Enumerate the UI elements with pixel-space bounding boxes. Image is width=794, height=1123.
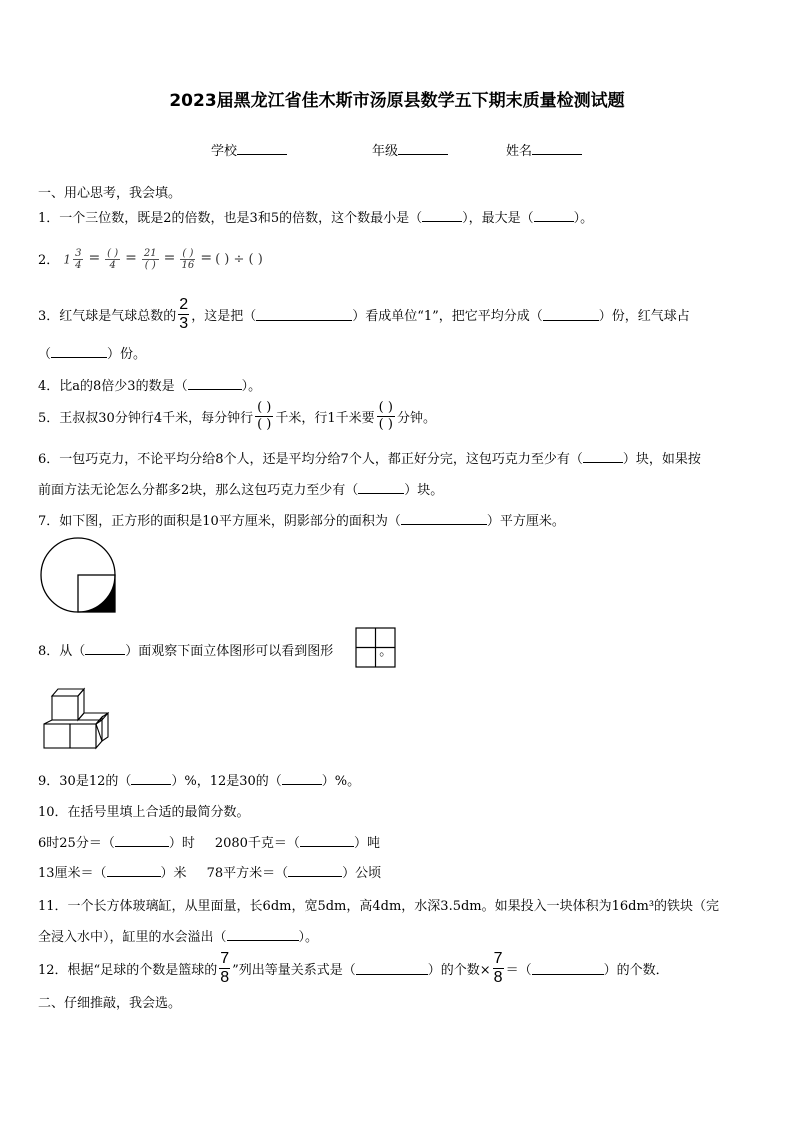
question-6: [38, 448, 701, 467]
q9-text-a: 9．30是12的（: [38, 774, 132, 789]
q10-r2-text-d: ）公顷: [342, 866, 382, 881]
q5-text-b: 千米，行1千米要: [275, 411, 375, 426]
section-1-heading: 一、用心思考，我会填。: [38, 186, 182, 201]
q12-text-c: ）的个数×: [427, 963, 491, 978]
q5-f1-den[interactable]: ( ): [257, 417, 272, 432]
question-12: [38, 950, 669, 987]
q2-f2-num[interactable]: ( ): [107, 248, 119, 259]
q3-text-d: ）份，红气球占: [598, 309, 690, 324]
q6-text-b: ）块，如果按: [622, 452, 701, 467]
q12-text-e: ）的个数．: [603, 963, 669, 978]
q5-fraction-2[interactable]: [377, 400, 395, 433]
q2-f1-den: 4: [75, 260, 82, 271]
q5-f1-num[interactable]: ( ): [257, 400, 272, 415]
q1-blank-max[interactable]: [534, 209, 574, 222]
name-blank[interactable]: [532, 142, 582, 155]
question-2: [38, 248, 263, 271]
question-9: [38, 770, 360, 789]
question-8: [38, 640, 392, 659]
q6-text-a: 6．一包巧克力，不论平均分给8个人，还是平均分给7个人，都正好分完，这包巧克力至少有（: [38, 452, 583, 467]
page-title: 2023届黑龙江省佳木斯市汤原县数学五下期末质量检测试题: [169, 91, 625, 111]
q3-blank-share[interactable]: [51, 345, 107, 358]
q2-f2-den: 4: [109, 260, 116, 271]
q1-text-b: ），最大是（: [462, 211, 534, 226]
q3-text-a: 3．红气球是气球总数的: [38, 309, 177, 324]
q8-text-c: 。: [379, 644, 393, 659]
q2-number: 2．: [38, 253, 60, 268]
q3-text-f: ）份。: [107, 347, 147, 362]
q8-blank[interactable]: [85, 642, 125, 655]
q10-r1-text-b: ）时: [168, 836, 195, 851]
q10-blank-4[interactable]: [288, 864, 342, 877]
q3-text-c: ）看成单位“1”，把它平均分成（: [352, 309, 543, 324]
q2-f3-num: 21: [143, 248, 157, 259]
q2-f1-num: 3: [75, 248, 82, 259]
school-blank[interactable]: [237, 142, 287, 155]
q1-text-a: 1．一个三位数，既是2的倍数，也是3和5的倍数，这个数最小是（: [38, 211, 423, 226]
q12-text-b: ”列出等量关系式是（: [232, 963, 356, 978]
q4-text-a: 4．比a的8倍少3的数是（: [38, 379, 188, 394]
q12-f1-num: 7: [220, 950, 230, 967]
q11-text-a: 全浸入水中），缸里的水会溢出（: [38, 930, 227, 945]
grade-blank[interactable]: [398, 142, 448, 155]
q3-frac-den: 3: [179, 315, 189, 332]
q9-text-c: ）%。: [321, 774, 361, 789]
school-field: [211, 140, 287, 159]
question-5: [38, 400, 436, 433]
question-11-cont: [38, 926, 318, 945]
q5-text-a: 5．王叔叔30分钟行4千米，每分钟行: [38, 411, 254, 426]
q5-text-c: 分钟。: [396, 411, 436, 426]
q7-text-b: ）平方厘米。: [486, 514, 565, 529]
name-label: 姓名: [506, 144, 533, 159]
question-10-row-2: [38, 862, 381, 881]
q10-blank-3[interactable]: [107, 864, 161, 877]
q2-f4-num[interactable]: ( ): [182, 248, 194, 259]
q6-text-d: ）块。: [404, 483, 444, 498]
q12-f1-den: 8: [220, 969, 230, 986]
q9-text-b: ）%，12是30的（: [171, 774, 282, 789]
q8-text-b: ）面观察下面立体图形可以看到图形: [125, 644, 334, 659]
q3-text-e: （: [38, 347, 52, 362]
q3-frac-num: 2: [179, 296, 189, 313]
q12-fraction-2: [493, 950, 504, 987]
section-2-heading: 二、仔细推敲，我会选。: [38, 996, 182, 1011]
q2-whole: 1: [63, 252, 72, 267]
q10-r1-text-c: 2080千克＝（: [214, 836, 300, 851]
name-field: [506, 140, 582, 159]
q12-fraction-1: [219, 950, 230, 987]
q7-text-a: 7．如下图，正方形的面积是10平方厘米，阴影部分的面积为（: [38, 514, 401, 529]
question-3: [38, 296, 690, 333]
circle-square-figure: [38, 537, 120, 617]
q3-blank-unit[interactable]: [256, 308, 352, 321]
q1-blank-min[interactable]: [422, 209, 462, 222]
q5-f2-num[interactable]: ( ): [378, 400, 393, 415]
q11-text-b: ）。: [298, 930, 319, 945]
q11-blank[interactable]: [227, 928, 299, 941]
question-4: [38, 375, 261, 394]
q10-r1-text-d: ）吨: [353, 836, 380, 851]
q12-blank-2[interactable]: [532, 962, 604, 975]
q12-text-a: 12．根据“足球的个数是篮球的: [38, 963, 218, 978]
q2-f3-den[interactable]: ( ): [144, 260, 156, 271]
q9-blank-1[interactable]: [131, 772, 171, 785]
q10-blank-2[interactable]: [300, 834, 354, 847]
question-7: [38, 510, 565, 529]
q12-f2-den: 8: [493, 969, 503, 986]
q12-text-d: ＝（: [505, 963, 532, 978]
q2-division-blanks[interactable]: ( ) ÷ ( ): [215, 252, 263, 267]
q4-blank[interactable]: [188, 377, 242, 390]
q5-fraction-1[interactable]: [255, 400, 273, 433]
q5-f2-den[interactable]: ( ): [378, 417, 393, 432]
q3-blank-parts[interactable]: [543, 308, 599, 321]
question-1: [38, 207, 593, 226]
grade-label: 年级: [372, 144, 399, 159]
q6-blank-1[interactable]: [583, 450, 623, 463]
question-11: 11．一个长方体玻璃缸，从里面量，长6dm，宽5dm，高4dm，水深3.5dm。如果投入一块体积为16dm³的铁块（完: [38, 899, 720, 914]
q10-blank-1[interactable]: [115, 834, 169, 847]
q7-blank[interactable]: [401, 512, 487, 525]
grade-field: [372, 140, 448, 159]
q12-f2-num: 7: [493, 950, 503, 967]
q1-text-c: ）。: [573, 211, 594, 226]
q4-text-b: ）。: [241, 379, 262, 394]
question-10-row-1: [38, 832, 380, 851]
q3-fraction: [178, 296, 189, 333]
question-6-cont: [38, 479, 443, 498]
q2-equation: 1 $\frac{3}{4}$ = ( ) 4 = 21 ( ) = ( ) 16 = ( ) ÷ ( ): [63, 248, 263, 271]
q12-blank-1[interactable]: [356, 962, 428, 975]
q2-f4-den: 16: [181, 260, 195, 271]
q9-blank-2[interactable]: [282, 772, 322, 785]
cube-stack-figure: [40, 686, 112, 752]
q10-r1-text-a: 6时25分＝（: [38, 836, 115, 851]
school-label: 学校: [211, 144, 238, 159]
q10-r2-text-b: ）米: [160, 866, 187, 881]
question-10-heading: 10．在括号里填上合适的最简分数。: [38, 805, 250, 820]
view-grid-figure: [355, 627, 397, 669]
q6-blank-2[interactable]: [358, 481, 404, 494]
q8-text-a: 8．从（: [38, 644, 86, 659]
q10-r2-text-c: 78平方米＝（: [206, 866, 289, 881]
q10-r2-text-a: 13厘米＝（: [38, 866, 107, 881]
q6-text-c: 前面方法无论怎么分都多2块，那么这包巧克力至少有（: [38, 483, 359, 498]
question-3-cont: [38, 343, 146, 362]
q3-text-b: ，这是把（: [191, 309, 257, 324]
